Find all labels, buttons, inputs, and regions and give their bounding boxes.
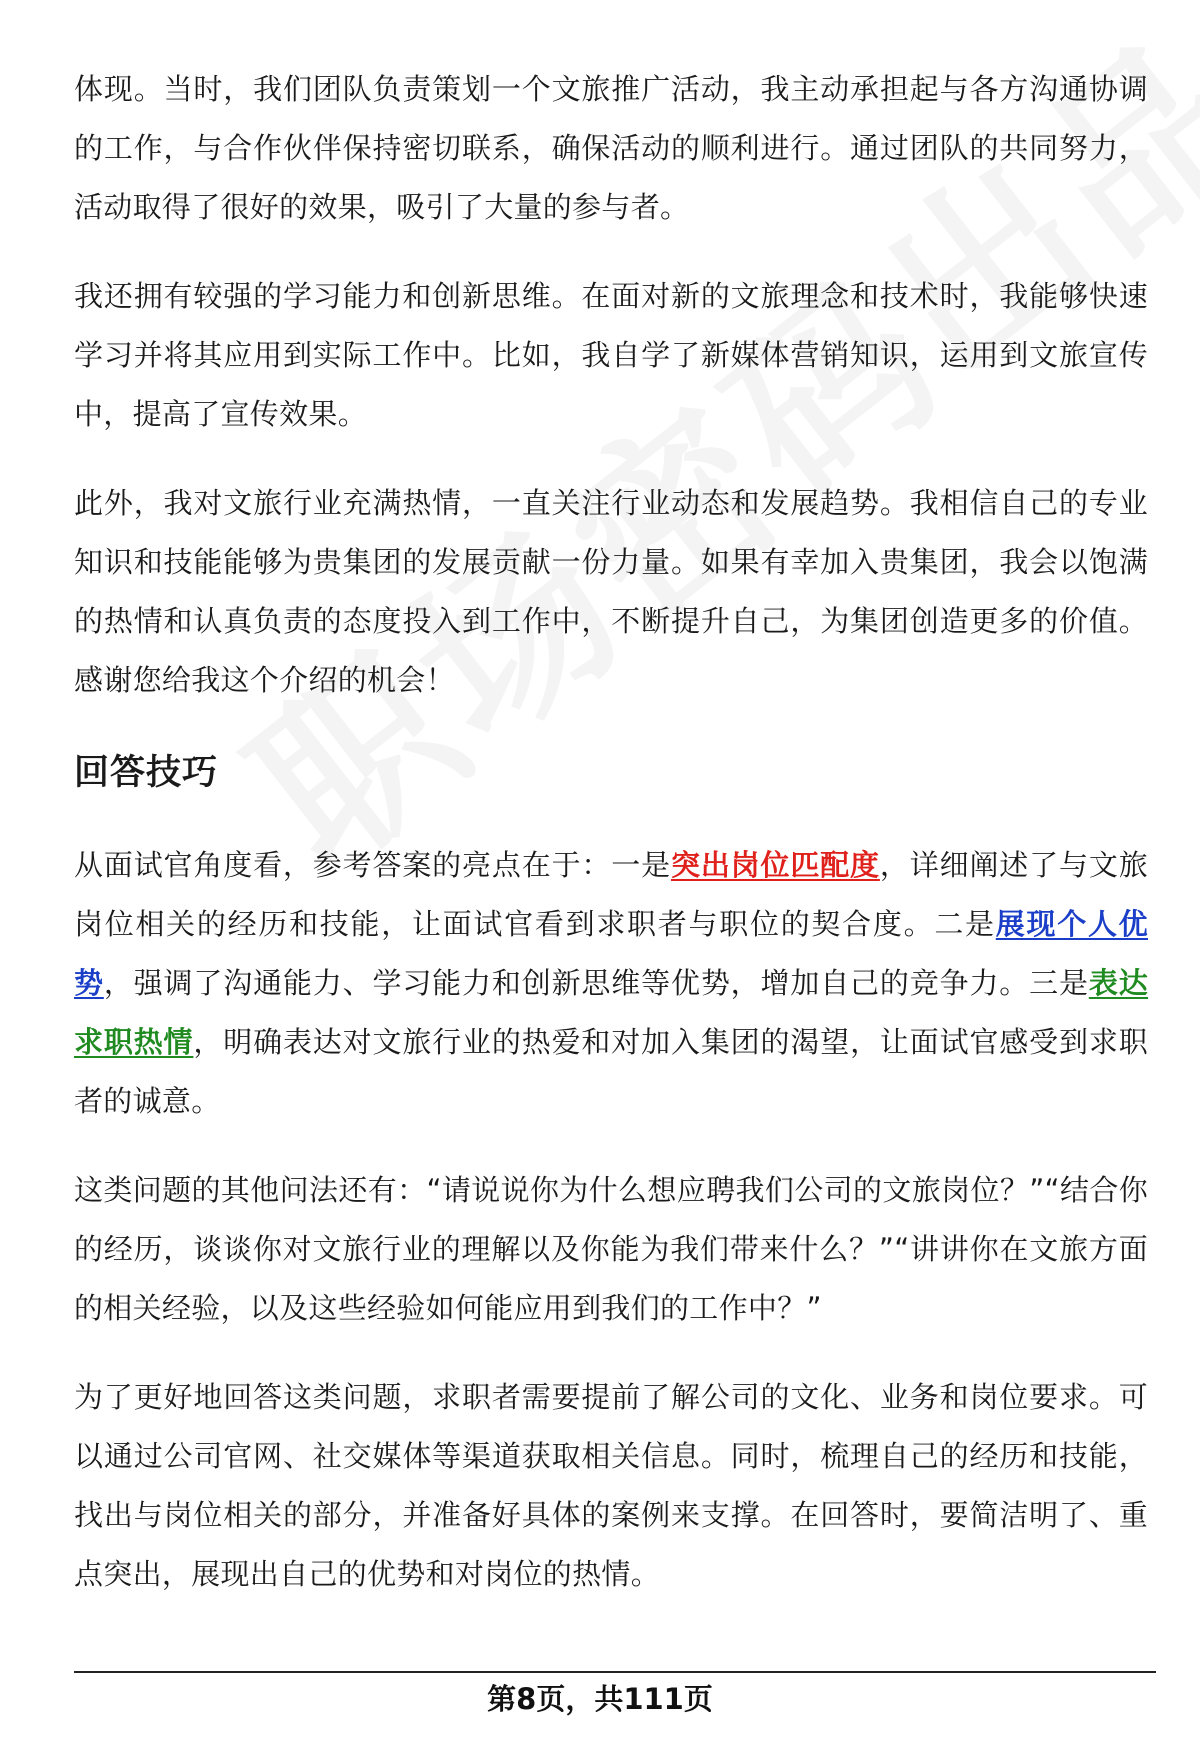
tips-paragraph bbox=[74, 836, 1148, 1131]
highlight-job-match: 突出岗位匹配度 bbox=[670, 848, 880, 882]
footer-divider bbox=[74, 1671, 1156, 1673]
highlight-job-passion: 表达求职热情 bbox=[74, 966, 1148, 1059]
page-number: 第8页，共111页 bbox=[487, 1682, 713, 1716]
intro-paragraph-3: 此外，我对文旅行业充满热情，一直关注行业动态和发展趋势。我相信自己的专业知识和技能能够为贵集团的发展贡献一份力量。如果有幸加入贵集团，我会以饱满的热情和认真负责的态度投入到工作中，不断提升自己，为集团创造更多的价值。感谢您给我这个介绍的机会！ bbox=[74, 486, 1148, 697]
tips-text-4: ，明确表达对文旅行业的热爱和对加入集团的渴望，让面试官感受到求职者的诚意。 bbox=[74, 1025, 1149, 1118]
preparation-paragraph: 为了更好地回答这类问题，求职者需要提前了解公司的文化、业务和岗位要求。可以通过公司官网、社交媒体等渠道获取相关信息。同时，梳理自己的经历和技能，找出与岗位相关的部分，并准备好具体的案例来支撑。在回答时，要简洁明了、重点突出，展现出自己的优势和对岗位的热情。 bbox=[74, 1380, 1148, 1591]
intro-paragraph-2: 我还拥有较强的学习能力和创新思维。在面对新的文旅理念和技术时，我能够快速学习并将其应用到实际工作中。比如，我自学了新媒体营销知识，运用到文旅宣传中，提高了宣传效果。 bbox=[74, 279, 1148, 431]
highlight-personal-strengths: 展现个人优势 bbox=[74, 907, 1148, 1000]
tips-text-1: 从面试官角度看，参考答案的亮点在于：一是 bbox=[74, 848, 671, 882]
tips-text-2: ，详细阐述了与文旅岗位相关的经历和技能，让面试官看到求职者与职位的契合度。二是 bbox=[74, 848, 1148, 941]
tips-text-3: ，强调了沟通能力、学习能力和创新思维等优势，增加自己的竞争力。三是 bbox=[103, 966, 1089, 1000]
other-questions-paragraph: 这类问题的其他问法还有：“请说说你为什么想应聘我们公司的文旅岗位？”“结合你的经历，谈谈你对文旅行业的理解以及你能为我们带来什么？”“讲讲你在文旅方面的相关经验，以及这些经验如何能应用到我们的工作中？” bbox=[74, 1173, 1148, 1325]
document-body bbox=[74, 60, 1148, 1634]
intro-paragraph-1: 体现。当时，我们团队负责策划一个文旅推广活动，我主动承担起与各方沟通协调的工作，与合作伙伴保持密切联系，确保活动的顺利进行。通过团队的共同努力，活动取得了很好的效果，吸引了大量的参与者。 bbox=[74, 72, 1148, 224]
section-heading: 回答技巧 bbox=[74, 753, 219, 793]
